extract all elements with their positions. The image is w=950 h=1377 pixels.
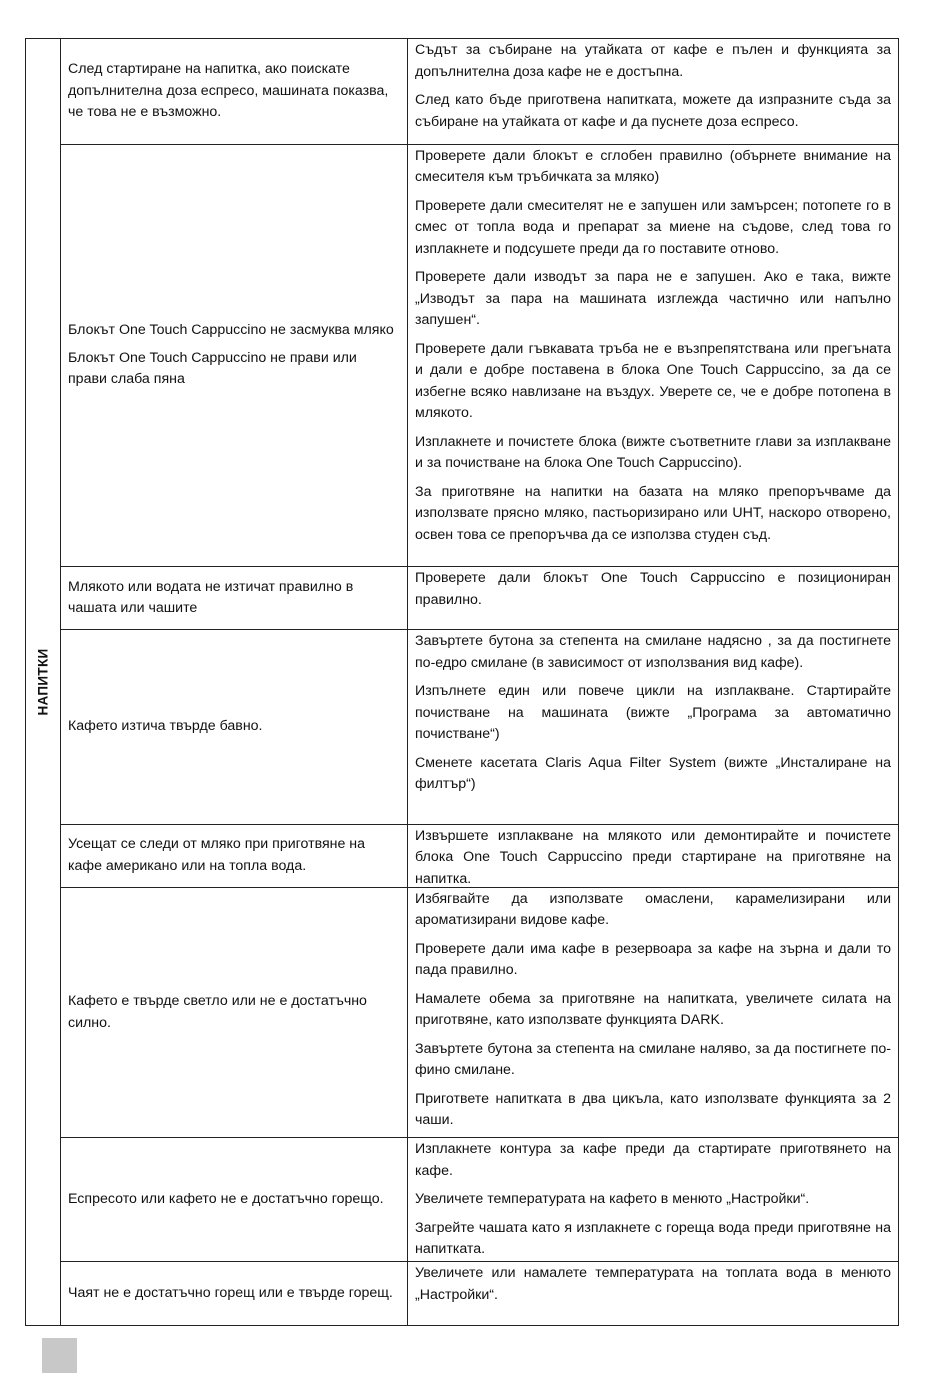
- solution-cell: [408, 1262, 898, 1325]
- problem-cell: [61, 145, 408, 566]
- problem-text: Кафето изтича твърде бавно.: [68, 718, 263, 735]
- problem-cell: [61, 1138, 408, 1261]
- problem-text: Чаят не е достатъчно горещ или е твърде горещ.: [68, 1284, 393, 1301]
- problem-cell: [61, 1262, 408, 1325]
- page-number-box: [42, 1338, 77, 1373]
- problem-text: Кафето е твърде светло или не е достатъчно силно.: [68, 993, 367, 1031]
- solution-text: Увеличете или намалете температурата на топлата вода в менюто „Настройки“.: [415, 1265, 891, 1303]
- problem-cell: [61, 888, 408, 1138]
- problem-cell: [61, 825, 408, 887]
- section-label: НАПИТКИ: [35, 648, 51, 716]
- solution-text: Намалете обема за приготвяне на напитката, увеличете силата на приготвяне, като използвате функцията DARK.: [415, 990, 891, 1029]
- solution-text: Проверете дали блокът е сглобен правилно (обърнете внимание на смесителя към тръбичката за мляко): [415, 147, 891, 186]
- solution-cell: [408, 1138, 898, 1261]
- table-row: [61, 1262, 898, 1325]
- solution-text: Завъртете бутона за степента на смилане надясно , за да постигнете по-едро смилане (в зависимост от използвания вид кафе).: [415, 633, 891, 671]
- solution-text: Избягвайте да използвате омаслени, карамелизирани или ароматизирани видове кафе.: [415, 890, 891, 929]
- solution-text: След като бъде приготвена напитката, можете да изпразните съда за събиране на утайката от кафе и да пуснете доза еспресо.: [415, 92, 891, 130]
- table-row: [61, 888, 898, 1139]
- solution-text: Изпълнете един или повече цикли на изплакване. Стартирайте почистване на машината (вижте „Програма за автоматично почистване“): [415, 683, 891, 743]
- solution-text: Проверете дали блокът One Touch Cappuccino е позициониран правилно.: [415, 570, 891, 608]
- solution-text: Съдът за събиране на утайката от кафе е пълен и функцията за допълнителна доза кафе не е достъпна.: [415, 42, 891, 80]
- problem-text: Млякото или водата не изтичат правилно в чашата или чашите: [68, 578, 354, 617]
- solution-cell: [408, 888, 898, 1138]
- solution-text: Проверете дали има кафе в резервоара за кафе на зърна и дали то пада правилно.: [415, 940, 891, 979]
- solution-text: Сменете касетата Claris Aqua Filter System (вижте „Инсталиране на филтър“): [415, 754, 891, 793]
- solution-text: Пригответе напитката в два цикъла, като използвате функцията за 2 чаши.: [415, 1090, 891, 1129]
- solution-cell: [408, 145, 898, 566]
- table-row: [61, 39, 898, 145]
- solution-text: Извършете изплакване на млякото или демонтирайте и почистете блока One Touch Cappuccino преди стартиране на приготвяне на напитка.: [415, 827, 891, 887]
- section-sidebar: [26, 39, 61, 1325]
- solution-cell: [408, 567, 898, 629]
- problem-cell: [61, 567, 408, 629]
- table-row: [61, 145, 898, 567]
- problem-cell: [61, 39, 408, 144]
- problem-text: След стартиране на напитка, ако поискате допълнителна доза еспресо, машината показва, че това не е възможно.: [68, 61, 389, 121]
- solution-text: Увеличете температурата на кафето в менюто „Настройки“.: [415, 1191, 810, 1208]
- table-row: [61, 567, 898, 630]
- solution-text: Проверете дали гъвкавата тръба не е възпрепятствана или прегъната и дали е добре поставена в блока One Touch Cappuccino, за да се избегне всяко навлизане на въздух. Уверете се, че е добре потопена в млякото.: [415, 340, 891, 422]
- solution-text: Изплакнете и почистете блока (вижте съответните глави за изплакване и за почистване на блока One Touch Cappuccino).: [415, 433, 891, 472]
- table-rows: [61, 39, 898, 1325]
- problem-text: Блокът One Touch Cappuccino не засмуква мляко: [68, 322, 394, 339]
- solution-text: Проверете дали смесителят не е запушен или замърсен; потопете го в смес от топла вода и препарат за миене на съдове, след това го изплакнете и подсушете преди да го поставите отново.: [415, 197, 891, 257]
- solution-text: Изплакнете контура за кафе преди да стартирате приготвянето на кафе.: [415, 1141, 891, 1179]
- solution-text: Загрейте чашата като я изплакнете с гореща вода преди приготвяне на напитката.: [415, 1219, 891, 1258]
- problem-text: Еспресото или кафето не е достатъчно горещо.: [68, 1190, 384, 1207]
- solution-text: Завъртете бутона за степента на смилане наляво, за да постигнете по-фино смилане.: [415, 1040, 891, 1079]
- problem-cell: [61, 630, 408, 824]
- solution-text: За приготвяне на напитки на базата на мляко препоръчваме да използвате прясно мляко, пастьоризирано или UHT, наскоро отворено, освен това се препоръчва да се използва студен съд.: [415, 483, 891, 543]
- solution-cell: [408, 39, 898, 144]
- table-row: [61, 630, 898, 825]
- solution-cell: [408, 825, 898, 887]
- problem-text: Усещат се следи от мляко при приготвяне на кафе американо или на топла вода.: [68, 836, 366, 874]
- solution-cell: [408, 630, 898, 824]
- troubleshooting-table: [25, 38, 899, 1326]
- problem-text: Блокът One Touch Cappuccino не прави или прави слаба пяна: [68, 349, 357, 388]
- table-row: [61, 825, 898, 888]
- solution-text: Проверете дали изводът за пара не е запушен. Ако е така, вижте „Изводът за пара на машината изглежда частично или напълно запушен“.: [415, 269, 891, 329]
- table-row: [61, 1138, 898, 1262]
